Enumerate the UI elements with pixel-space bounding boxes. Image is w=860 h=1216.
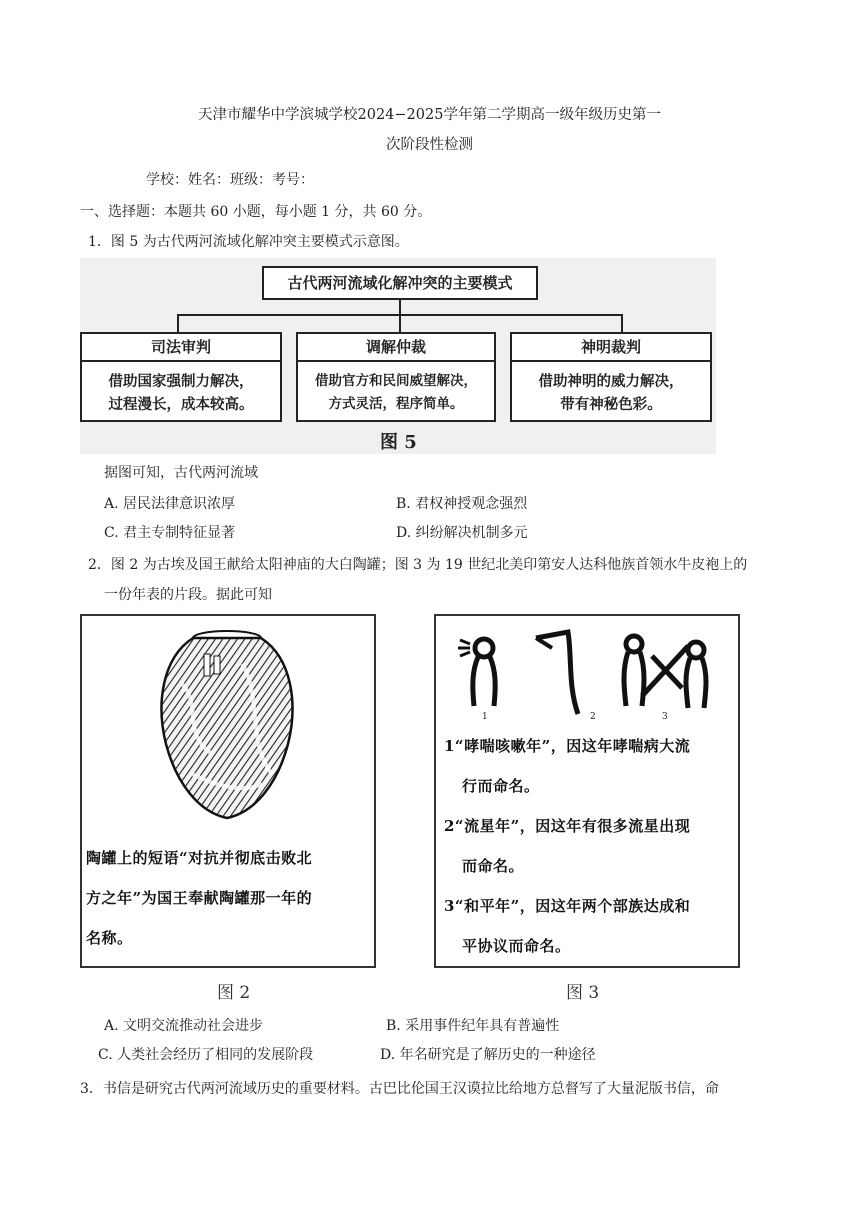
fig3-line2: 行而命名。 [462,777,540,795]
q2-option-b[interactable]: B. 采用事件纪年具有普遍性 [386,1018,560,1034]
diagram-box-judicial [80,332,282,422]
pictograph-number-2: 2 [590,712,596,722]
diagram-root-label: 古代两河流域化解冲突的主要模式 [287,274,513,292]
figure-2-panel [80,614,376,968]
q1-stem: 1．图 5 为古代两河流域化解冲突主要模式示意图。 [88,234,409,250]
q1-option-a[interactable]: A. 居民法律意识浓厚 [104,496,236,512]
box-divine-title: 神明裁判 [512,334,710,362]
fig3-line3: 2“流星年”，因这年有很多流星出现 [444,817,691,835]
fig2-text-line1: 陶罐上的短语“对抗并彻底击败北 [86,849,313,867]
q1-option-b[interactable]: B. 君权神授观念强烈 [396,496,528,512]
connector-vertical [399,300,401,314]
fig2-text-line3: 名称。 [86,929,133,947]
connector-middle [399,314,401,332]
fig3-line4: 而命名。 [462,857,525,875]
box-mediation-line2: 方式灵活，程序简单。 [328,396,464,412]
q2-option-a[interactable]: A. 文明交流推动社会进步 [104,1018,264,1034]
q3-stem-line1: 3．书信是研究古代两河流域历史的重要材料。古巴比伦国王汉谟拉比给地方总督写了大量泥版书信，命 [80,1081,719,1097]
q2-option-d[interactable]: D. 年名研究是了解历史的一种途径 [380,1047,596,1063]
fig3-line1: 1“哮喘咳嗽年”，因这年哮喘病大流 [444,737,691,755]
q2-stem-line2: 一份年表的片段。据此可知 [104,587,272,603]
student-info: 学校：姓名：班级：考号： [146,172,314,188]
fig2-text-line2: 方之年”为国王奉献陶罐那一年的 [86,889,313,907]
figure-3-panel [434,614,740,968]
pictograph-number-3: 3 [662,712,668,722]
figure-5-diagram [80,258,716,454]
section-heading: 一、选择题：本题共 60 小题，每小题 1 分，共 60 分。 [80,204,432,220]
connector-right [621,314,623,332]
pictograph-number-1: 1 [482,712,488,722]
box-judicial-line2: 过程漫长，成本较高。 [108,396,254,413]
box-mediation-line1: 借助官方和民间威望解决， [315,373,477,389]
figure-5-caption: 图 5 [380,432,417,453]
diagram-box-divine [510,332,712,422]
box-divine-line1: 借助神明的威力解决， [538,373,684,390]
connector-left [177,314,179,332]
exam-title-line1: 天津市耀华中学滨城学校2024−2025学年第二学期高一级年级历史第一 [198,107,661,123]
q2-option-c[interactable]: C. 人类社会经历了相同的发展阶段 [98,1047,314,1063]
q1-option-c[interactable]: C. 君主专制特征显著 [104,525,236,541]
figure-3-caption: 图 3 [566,983,600,1003]
q1-prompt: 据图可知，古代两河流域 [104,465,258,481]
box-divine-line2: 带有神秘色彩。 [560,396,662,413]
fig3-line6: 平协议而命名。 [462,937,571,955]
q1-option-d[interactable]: D. 纠纷解决机制多元 [396,525,528,541]
box-judicial-title: 司法审判 [82,334,280,362]
q2-stem-line1: 2．图 2 为古埃及国王献给太阳神庙的大白陶罐；图 3 为 19 世纪北美印第安人达科他族首领水牛皮袍上的 [88,557,748,573]
diagram-root-box [262,266,538,300]
figure-2-caption: 图 2 [217,983,251,1003]
diagram-box-mediation [296,332,496,422]
fig3-line5: 3“和平年”，因这年两个部族达成和 [444,897,691,915]
box-mediation-title: 调解仲裁 [298,334,494,362]
pictograph-image [456,626,726,726]
pottery-jar-image [152,624,302,824]
exam-title-line2: 次阶段性检测 [386,137,473,153]
box-judicial-line1: 借助国家强制力解决， [108,373,254,390]
